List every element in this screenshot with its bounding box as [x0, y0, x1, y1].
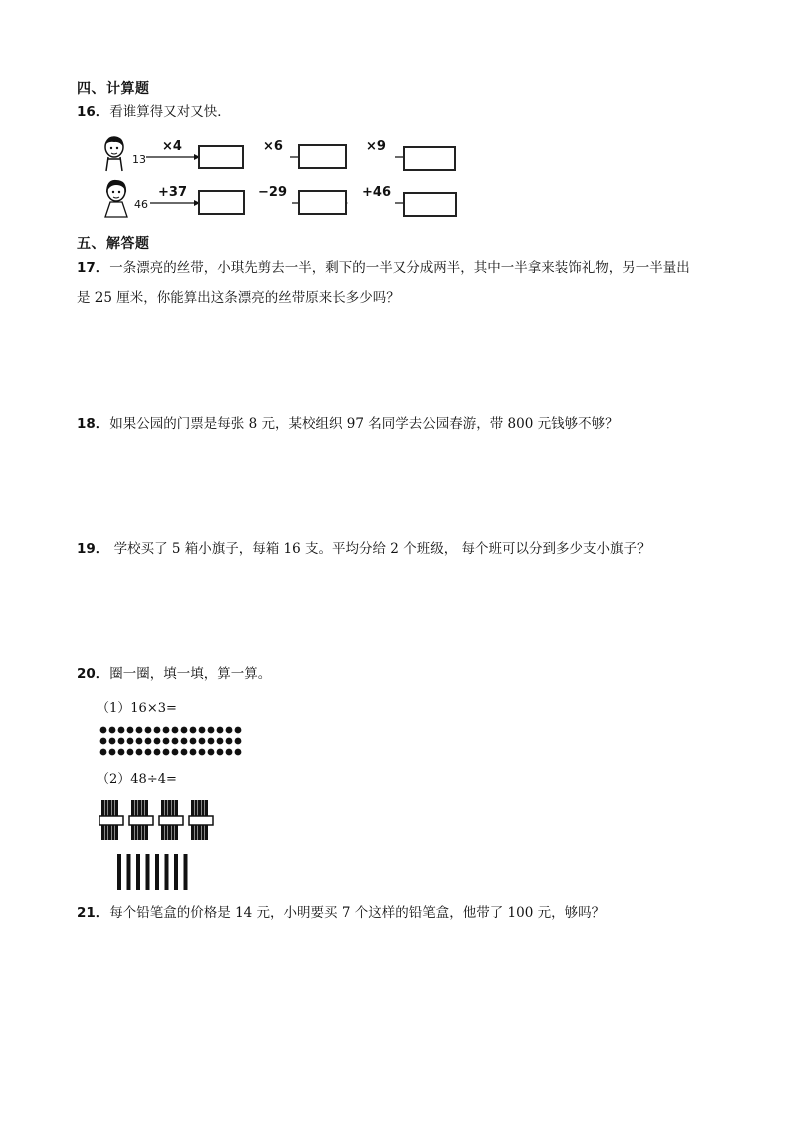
dot	[154, 727, 161, 734]
dot	[235, 738, 242, 745]
dot	[217, 738, 224, 745]
dot	[190, 738, 197, 745]
row2-answer-box-1[interactable]	[198, 190, 245, 215]
dot	[208, 749, 215, 756]
dot	[136, 727, 143, 734]
row2-answer-box-2[interactable]	[298, 190, 347, 215]
question-text-line1: 一条漂亮的丝带，小琪先剪去一半，剩下的一半又分成两半，其中一半拿来装饰礼物，另一半量出	[109, 260, 690, 276]
dot	[127, 727, 134, 734]
dot	[136, 738, 143, 745]
stick-bundle	[189, 800, 213, 840]
dot	[109, 738, 116, 745]
loose-stick	[127, 854, 131, 890]
question-number: 21．	[77, 905, 110, 921]
question-20-part2: （2）48÷4=	[96, 772, 177, 787]
row1-start-number: 13	[132, 153, 146, 166]
dot	[226, 749, 233, 756]
row2-op-2: −29	[258, 185, 287, 200]
dot	[127, 749, 134, 756]
loose-stick	[146, 854, 150, 890]
dot	[163, 749, 170, 756]
dot	[181, 738, 188, 745]
dot	[100, 727, 107, 734]
question-number: 16．	[77, 104, 110, 120]
question-text: 每个铅笔盒的价格是 14 元，小明要买 7 个这样的铅笔盒，他带了 100 元，够吗？	[109, 905, 606, 921]
section-title-word-problems: 五、解答题	[77, 236, 150, 252]
dot	[208, 727, 215, 734]
dot	[118, 727, 125, 734]
dot	[199, 738, 206, 745]
row1-answer-box-1[interactable]	[198, 145, 244, 169]
question-number: 17．	[77, 260, 110, 276]
dot	[226, 738, 233, 745]
dot	[226, 727, 233, 734]
loose-stick	[174, 854, 178, 890]
stick-bundle	[159, 800, 183, 840]
question-18	[77, 414, 619, 434]
question-number: 19．	[77, 541, 110, 557]
section-title-calculation: 四、计算题	[77, 81, 150, 97]
row1-op-1: ×4	[162, 139, 182, 154]
dot	[118, 738, 125, 745]
question-17	[77, 258, 727, 308]
dot	[172, 749, 179, 756]
question-text: 如果公园的门票是每张 8 元，某校组织 97 名同学去公园春游，带 800 元钱够不够？	[109, 416, 619, 432]
question-19	[77, 539, 650, 559]
dot	[145, 749, 152, 756]
dots-grid	[99, 725, 249, 761]
calculation-chain-figure	[100, 133, 470, 223]
dot	[172, 727, 179, 734]
dot	[199, 727, 206, 734]
dot	[100, 738, 107, 745]
question-number: 18．	[77, 416, 110, 432]
dot	[190, 727, 197, 734]
dot	[100, 749, 107, 756]
question-number: 20．	[77, 666, 110, 682]
stick-bundles-figure	[99, 798, 229, 893]
loose-stick	[155, 854, 159, 890]
question-text: 看谁算得又对又快．	[109, 104, 231, 120]
question-text: 学校买了 5 箱小旗子，每箱 16 支。平均分给 2 个班级， 每个班可以分到多少支小旗子？	[109, 541, 651, 557]
dot	[109, 727, 116, 734]
dot	[172, 738, 179, 745]
stick-bundle	[129, 800, 153, 840]
loose-stick	[165, 854, 169, 890]
dot	[181, 727, 188, 734]
row1-op-3: ×9	[366, 139, 386, 154]
dot	[235, 727, 242, 734]
dot	[145, 738, 152, 745]
question-16	[77, 102, 231, 122]
dot	[154, 738, 161, 745]
loose-stick	[136, 854, 140, 890]
dot	[145, 727, 152, 734]
row1-op-2: ×6	[263, 139, 283, 154]
dot	[163, 727, 170, 734]
dot	[235, 749, 242, 756]
question-text-line2: 是 25 厘米，你能算出这条漂亮的丝带原来长多少吗？	[77, 290, 400, 306]
stick-bundle	[99, 800, 123, 840]
dot	[181, 749, 188, 756]
row2-op-1: +37	[158, 185, 187, 200]
question-21	[77, 903, 605, 923]
row1-answer-box-2[interactable]	[298, 144, 347, 169]
row2-op-3: +46	[362, 185, 391, 200]
dot	[127, 738, 134, 745]
dot	[190, 749, 197, 756]
dot	[217, 749, 224, 756]
boy-figure-icon	[100, 135, 130, 173]
dot	[109, 749, 116, 756]
dot	[154, 749, 161, 756]
dot	[118, 749, 125, 756]
row1-answer-box-3[interactable]	[403, 146, 456, 171]
dot	[208, 738, 215, 745]
dot	[217, 727, 224, 734]
loose-stick	[117, 854, 121, 890]
row2-start-number: 46	[134, 198, 148, 211]
girl-figure-icon	[102, 179, 132, 221]
dot	[163, 738, 170, 745]
loose-stick	[184, 854, 188, 890]
dot	[199, 749, 206, 756]
question-20	[77, 664, 271, 684]
dot	[136, 749, 143, 756]
row2-answer-box-3[interactable]	[403, 192, 457, 217]
question-text: 圈一圈，填一填，算一算。	[109, 666, 272, 682]
question-20-part1: （1）16×3=	[96, 701, 177, 716]
